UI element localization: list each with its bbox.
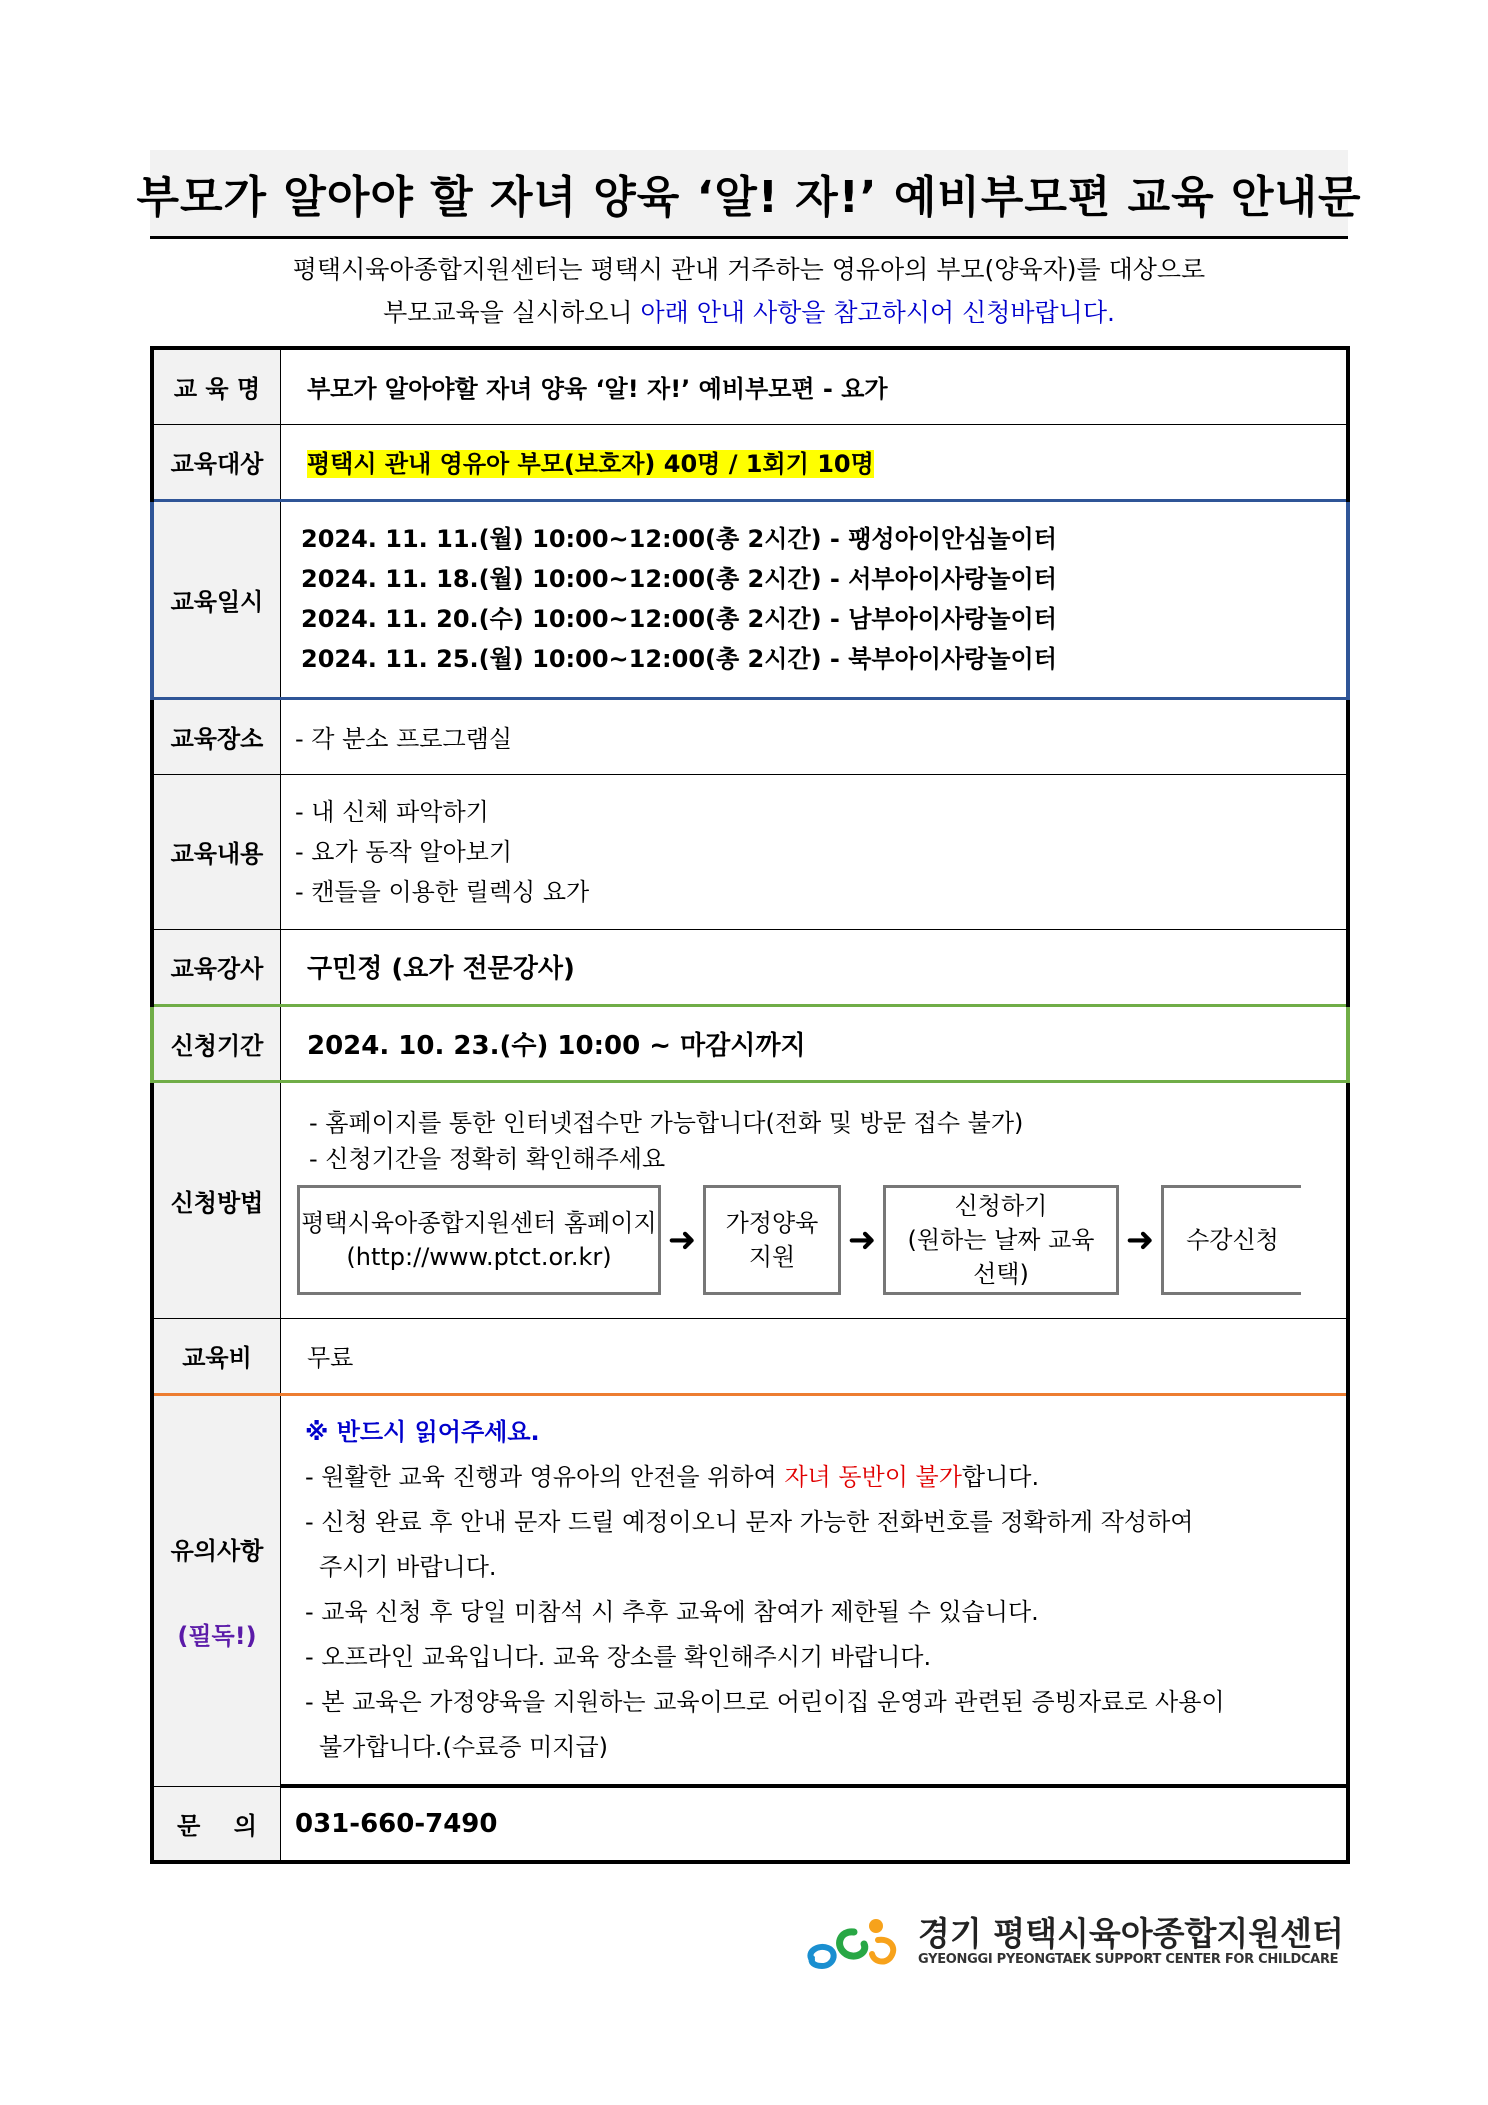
value-contact: 031-660-7490	[281, 1786, 1349, 1862]
org-logo-icon	[804, 1908, 914, 1978]
label-name: 교 육 명	[152, 348, 281, 424]
method-note: - 홈페이지를 통한 인터넷접수만 가능합니다(전화 및 방문 접수 불가)	[309, 1109, 1024, 1137]
notice-item: - 교육 신청 후 당일 미참석 시 추후 교육에 참여가 제한될 수 있습니다.	[305, 1597, 1039, 1626]
row-schedule	[152, 500, 1348, 698]
arrow-right-icon: ➜	[847, 1220, 877, 1260]
org-name-kr: 경기 평택시육아종합지원센터	[918, 1914, 1344, 1953]
label-method: 신청방법	[152, 1081, 281, 1318]
notice-text: 합니다.	[961, 1462, 1040, 1491]
content-item: - 내 신체 파악하기	[295, 797, 489, 826]
intro-line-2-highlight: 아래 안내 사항을 참고하시어 신청바랍니다.	[640, 298, 1115, 327]
schedule-item: 2024. 11. 11.(월) 10:00~12:00(총 2시간) - 팽성아이안심놀이터	[301, 525, 1057, 553]
label-notice	[152, 1394, 281, 1786]
row-content	[152, 774, 1348, 929]
intro-line-2	[150, 293, 1348, 329]
label-target: 교육대상	[152, 424, 281, 500]
label-fee: 교육비	[152, 1318, 281, 1394]
intro-line-2-plain: 부모교육을 실시하오니	[383, 298, 641, 327]
value-place: - 각 분소 프로그램실	[281, 698, 1349, 774]
content-item: - 요가 동작 알아보기	[295, 837, 513, 866]
notice-item	[305, 1455, 1334, 1500]
flow-step-label: 선택)	[973, 1260, 1029, 1288]
org-logo	[804, 1908, 1344, 1978]
arrow-right-icon: ➜	[667, 1220, 697, 1260]
flow-step-label: (원하는 날짜 교육	[907, 1226, 1095, 1254]
flow-step-home-care	[703, 1185, 841, 1295]
label-schedule: 교육일시	[152, 500, 281, 698]
value-method	[281, 1081, 1349, 1318]
arrow-right-icon: ➜	[1125, 1220, 1155, 1260]
notice-item: - 오프라인 교육입니다. 교육 장소를 확인해주시기 바랍니다.	[305, 1642, 932, 1671]
flow-step-homepage	[297, 1185, 661, 1295]
value-schedule	[281, 500, 1349, 698]
flow-step-label: 가정양육	[725, 1209, 819, 1237]
notice-item: - 본 교육은 가정양육을 지원하는 교육이므로 어린이집 운영과 관련된 증빙자료로 사용이	[305, 1687, 1225, 1716]
flow-step-label: 지원	[748, 1243, 796, 1271]
schedule-item: 2024. 11. 25.(월) 10:00~12:00(총 2시간) - 북부아이사랑놀이터	[301, 645, 1057, 673]
notice-warning: 자녀 동반이 불가	[784, 1462, 962, 1491]
row-instructor	[152, 929, 1348, 1005]
flow-step-enroll	[1161, 1185, 1301, 1295]
label-period: 신청기간	[152, 1005, 281, 1081]
row-period	[152, 1005, 1348, 1081]
row-place	[152, 698, 1348, 774]
flow-step-label: 수강신청	[1186, 1226, 1279, 1254]
row-method	[152, 1081, 1348, 1318]
value-target-cell	[281, 424, 1349, 500]
flow-step-label: 신청하기	[954, 1192, 1048, 1220]
notice-heading: ※ 반드시 읽어주세요.	[305, 1417, 540, 1446]
flow-step-url: (http://www.ptct.or.kr)	[346, 1243, 612, 1271]
notice-item-cont: 불가합니다.(수료증 미지급)	[319, 1732, 609, 1761]
info-table	[150, 346, 1350, 1864]
row-contact	[152, 1786, 1348, 1862]
application-flow	[297, 1185, 1346, 1295]
notice-item-cont: 주시기 바랍니다.	[319, 1552, 497, 1581]
label-instructor: 교육강사	[152, 929, 281, 1005]
page-title: 부모가 알아야 할 자녀 양육 ‘알! 자!’ 예비부모편 교육 안내문	[136, 172, 1362, 223]
value-period: 2024. 10. 23.(수) 10:00 ~ 마감시까지	[281, 1005, 1349, 1081]
flow-step-label: 평택시육아종합지원센터 홈페이지	[301, 1209, 657, 1237]
schedule-item: 2024. 11. 18.(월) 10:00~12:00(총 2시간) - 서부아이사랑놀이터	[301, 565, 1057, 593]
value-fee: 무료	[281, 1318, 1349, 1394]
content-item: - 캔들을 이용한 릴렉싱 요가	[295, 877, 590, 906]
value-notice	[281, 1394, 1349, 1786]
value-instructor: 구민정 (요가 전문강사)	[281, 929, 1349, 1005]
row-target	[152, 424, 1348, 500]
value-target: 평택시 관내 영유아 부모(보호자) 40명 / 1회기 10명	[307, 450, 874, 478]
notice-sublabel: (필독!)	[177, 1621, 257, 1650]
method-note: - 신청기간을 정확히 확인해주세요	[309, 1145, 666, 1173]
schedule-item: 2024. 11. 20.(수) 10:00~12:00(총 2시간) - 남부아이사랑놀이터	[301, 605, 1057, 633]
row-fee	[152, 1318, 1348, 1394]
value-content	[281, 774, 1349, 929]
intro-line-1: 평택시육아종합지원센터는 평택시 관내 거주하는 영유아의 부모(양육자)를 대상으로	[292, 255, 1206, 284]
flow-step-apply	[883, 1185, 1119, 1295]
org-name-en: GYEONGGI PYEONGTAEK SUPPORT CENTER FOR CHILDCARE	[918, 1952, 1339, 1967]
notice-label: 유의사항	[170, 1536, 264, 1565]
notice-item: - 신청 완료 후 안내 문자 드릴 예정이오니 문자 가능한 전화번호를 정확하게 작성하여	[305, 1507, 1194, 1536]
title-box	[136, 150, 1362, 239]
row-name	[152, 348, 1348, 424]
label-place: 교육장소	[152, 698, 281, 774]
value-name: 부모가 알아야할 자녀 양육 ‘알! 자!’ 예비부모편 - 요가	[281, 348, 1349, 424]
label-contact: 문 의	[152, 1786, 281, 1862]
label-content: 교육내용	[152, 774, 281, 929]
notice-text: - 원활한 교육 진행과 영유아의 안전을 위하여	[305, 1462, 785, 1491]
row-notice	[152, 1394, 1348, 1786]
